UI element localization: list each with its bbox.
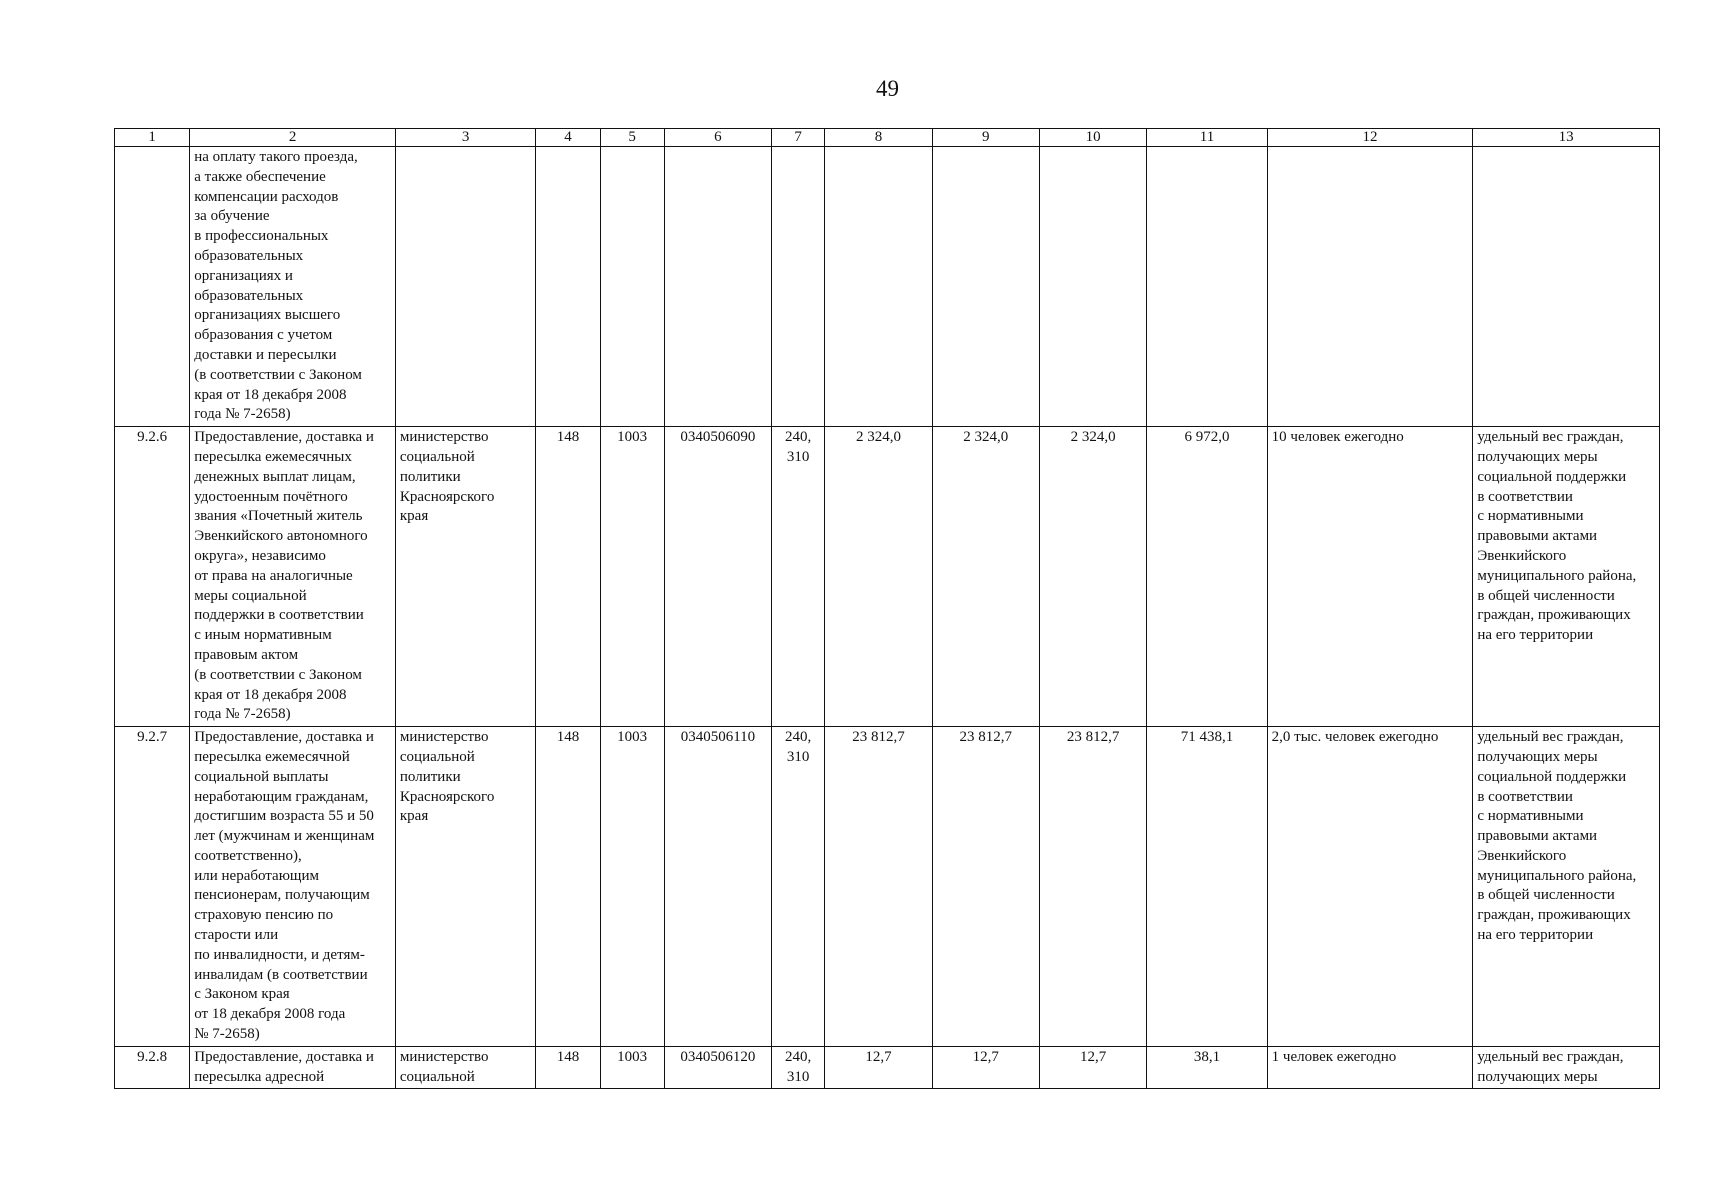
row-total: 71 438,1 — [1147, 727, 1267, 1047]
table-row — [115, 147, 1660, 427]
row-year1: 2 324,0 — [825, 427, 932, 727]
table-row — [115, 1046, 1660, 1089]
header-cell: 2 — [190, 129, 396, 147]
header-cell: 1 — [115, 129, 190, 147]
header-cell: 8 — [825, 129, 932, 147]
row-year3: 2 324,0 — [1039, 427, 1146, 727]
row-description: Предоставление, доставка и пересылка адресной — [190, 1046, 396, 1089]
row-csr: 0340506120 — [664, 1046, 771, 1089]
header-cell: 12 — [1267, 129, 1473, 147]
header-cell: 5 — [600, 129, 664, 147]
header-cell: 4 — [536, 129, 600, 147]
row-vr: 240, 310 — [772, 727, 825, 1047]
row-year1: 12,7 — [825, 1046, 932, 1089]
row-year2 — [932, 147, 1039, 427]
row-indicator: удельный вес граждан, получающих меры социальной поддержки в соответствии с нормативными правовыми актами Эвенкийского муниципального района, в общей численности граждан, проживающих на его территории — [1473, 727, 1660, 1047]
row-total — [1147, 147, 1267, 427]
row-grbs: 148 — [536, 727, 600, 1047]
row-description: Предоставление, доставка и пересылка ежемесячной социальной выплаты неработающим гражданам, достигшим возраста 55 и 50 лет (мужчинам и женщинам соответственно), или неработающим пенсионерам, получающим страховую пенсию по старости или по инвалидности, и детям- инвалидам (в соответствии с Законом края от 18 декабря 2008 года № 7-2658) — [190, 727, 396, 1047]
row-grbs: 148 — [536, 1046, 600, 1089]
row-indicator: удельный вес граждан, получающих меры социальной поддержки в соответствии с нормативными правовыми актами Эвенкийского муниципального района, в общей численности граждан, проживающих на его территории — [1473, 427, 1660, 727]
row-id: 9.2.6 — [115, 427, 190, 727]
row-year1 — [825, 147, 932, 427]
row-description: на оплату такого проезда, а также обеспечение компенсации расходов за обучение в профессиональных образовательных организациях и образовательных организациях высшего образования с учетом доставки и пересылки (в соответствии с Законом края от 18 декабря 2008 года № 7-2658) — [190, 147, 396, 427]
row-rzpr: 1003 — [600, 427, 664, 727]
row-vr: 240, 310 — [772, 1046, 825, 1089]
row-vr: 240, 310 — [772, 427, 825, 727]
row-grbs: 148 — [536, 427, 600, 727]
row-description: Предоставление, доставка и пересылка ежемесячных денежных выплат лицам, удостоенным почётного звания «Почетный житель Эвенкийского автономного округа», независимо от права на аналогичные меры социальной поддержки в соответствии с иным нормативным правовым актом (в соответствии с Законом края от 18 декабря 2008 года № 7-2658) — [190, 427, 396, 727]
row-result — [1267, 147, 1473, 427]
row-csr — [664, 147, 771, 427]
row-result: 1 человек ежегодно — [1267, 1046, 1473, 1089]
header-cell: 3 — [395, 129, 535, 147]
row-year2: 23 812,7 — [932, 727, 1039, 1047]
row-rzpr — [600, 147, 664, 427]
row-total: 6 972,0 — [1147, 427, 1267, 727]
row-rzpr: 1003 — [600, 1046, 664, 1089]
table-row — [115, 427, 1660, 727]
row-csr: 0340506090 — [664, 427, 771, 727]
row-total: 38,1 — [1147, 1046, 1267, 1089]
row-year3: 23 812,7 — [1039, 727, 1146, 1047]
row-year2: 12,7 — [932, 1046, 1039, 1089]
row-csr: 0340506110 — [664, 727, 771, 1047]
row-year1: 23 812,7 — [825, 727, 932, 1047]
row-result: 2,0 тыс. человек ежегодно — [1267, 727, 1473, 1047]
row-grbs — [536, 147, 600, 427]
header-cell: 11 — [1147, 129, 1267, 147]
row-year3: 12,7 — [1039, 1046, 1146, 1089]
header-cell: 13 — [1473, 129, 1660, 147]
page-number: 49 — [876, 76, 899, 101]
row-indicator — [1473, 147, 1660, 427]
row-year2: 2 324,0 — [932, 427, 1039, 727]
row-vr — [772, 147, 825, 427]
row-result: 10 человек ежегодно — [1267, 427, 1473, 727]
row-rzpr: 1003 — [600, 727, 664, 1047]
row-executor — [395, 147, 535, 427]
header-cell: 7 — [772, 129, 825, 147]
table-row — [115, 727, 1660, 1047]
row-executor: министерство социальной — [395, 1046, 535, 1089]
header-cell: 10 — [1039, 129, 1146, 147]
row-executor: министерство социальной политики Красноярского края — [395, 427, 535, 727]
header-row — [115, 129, 1660, 147]
header-cell: 6 — [664, 129, 771, 147]
header-cell: 9 — [932, 129, 1039, 147]
row-indicator: удельный вес граждан, получающих меры — [1473, 1046, 1660, 1089]
row-year3 — [1039, 147, 1146, 427]
row-id — [115, 147, 190, 427]
row-executor: министерство социальной политики Красноярского края — [395, 727, 535, 1047]
row-id: 9.2.7 — [115, 727, 190, 1047]
program-measures-table — [114, 128, 1660, 1089]
row-id: 9.2.8 — [115, 1046, 190, 1089]
